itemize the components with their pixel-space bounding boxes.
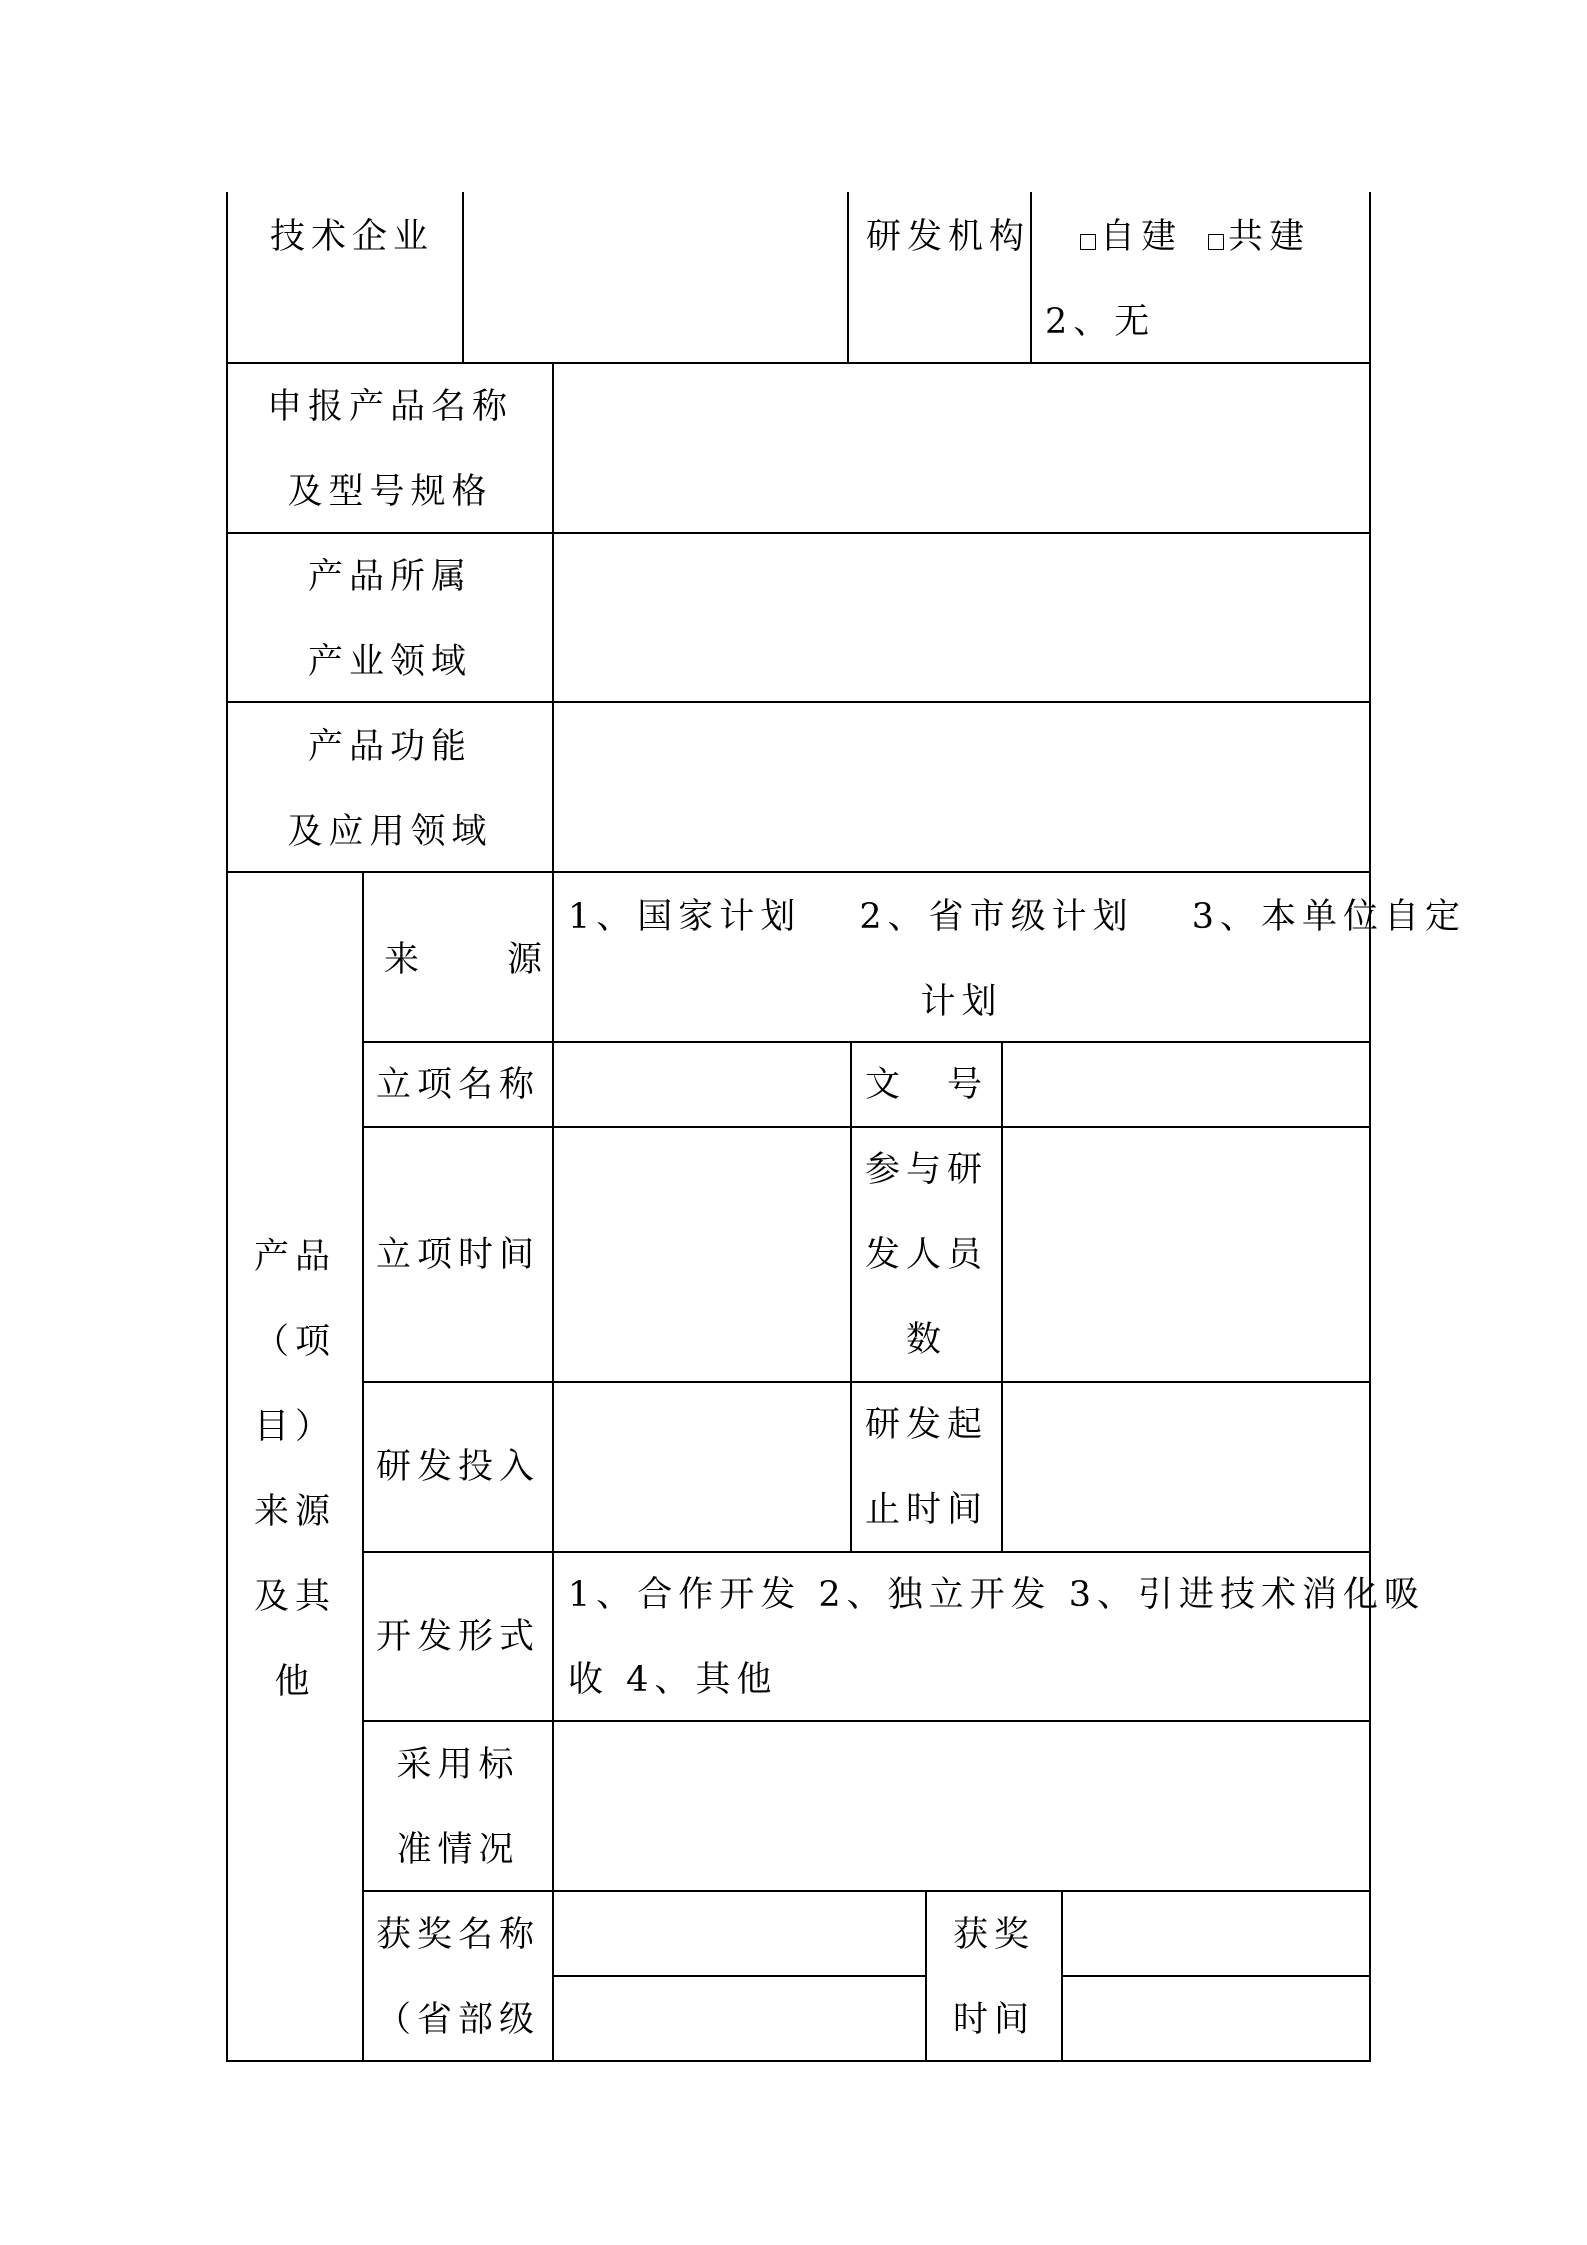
award-name-field-1[interactable] bbox=[554, 1892, 925, 1975]
award-label-2: （省部级 bbox=[375, 2000, 540, 2040]
award-label-1: 获奖名称 bbox=[375, 1915, 540, 1955]
enterprise-label: 技术企业 bbox=[270, 217, 435, 257]
staff-label-1: 参与研 bbox=[864, 1150, 988, 1190]
source-group-label-1: 产品 bbox=[253, 1237, 336, 1277]
enterprise-field[interactable] bbox=[464, 194, 846, 362]
rule bbox=[1030, 192, 1032, 363]
rule bbox=[1369, 192, 1371, 2062]
function-label-1: 产品功能 bbox=[307, 727, 472, 767]
dev-form-options-line2[interactable]: 收 4、其他 bbox=[568, 1660, 778, 1700]
rd-option-joint[interactable] bbox=[1208, 215, 1310, 259]
award-time-field-2[interactable] bbox=[1063, 1977, 1369, 2060]
product-name-label-2: 及型号规格 bbox=[287, 472, 493, 512]
standard-label-1: 采用标 bbox=[396, 1745, 520, 1785]
rd-org-label: 研发机构 bbox=[866, 217, 1031, 257]
doc-no-field[interactable] bbox=[1003, 1043, 1369, 1126]
rule bbox=[226, 871, 1371, 873]
period-label-1: 研发起 bbox=[864, 1405, 988, 1445]
rd-option-none: 2、无 bbox=[1045, 302, 1156, 342]
source-group-label-6: 他 bbox=[274, 1662, 316, 1702]
product-name-label-1: 申报产品名称 bbox=[266, 387, 513, 427]
project-name-field[interactable] bbox=[554, 1043, 850, 1126]
industry-field[interactable] bbox=[554, 534, 1369, 701]
source-group-label-3: 目） bbox=[253, 1407, 336, 1447]
source-options-line1[interactable]: 1、国家计划 2、省市级计划 3、本单位自定 bbox=[568, 897, 1467, 937]
award-time-label-1: 获奖 bbox=[952, 1915, 1035, 1955]
function-field[interactable] bbox=[554, 703, 1369, 871]
project-time-field[interactable] bbox=[554, 1128, 850, 1381]
source-group-label-4: 来源 bbox=[253, 1492, 336, 1532]
checkbox-joint[interactable] bbox=[1208, 234, 1224, 250]
checkbox-self[interactable] bbox=[1080, 234, 1096, 250]
function-label-2: 及应用领域 bbox=[287, 812, 493, 852]
period-label-2: 止时间 bbox=[864, 1490, 988, 1530]
investment-label: 研发投入 bbox=[375, 1447, 540, 1487]
source-options-line2[interactable]: 计划 bbox=[920, 982, 1003, 1022]
standard-label-2: 准情况 bbox=[396, 1830, 520, 1870]
award-time-field-1[interactable] bbox=[1063, 1892, 1369, 1975]
source-group-label-5: 及其 bbox=[253, 1577, 336, 1617]
investment-field[interactable] bbox=[554, 1383, 850, 1551]
award-time-label-2: 时间 bbox=[952, 2000, 1035, 2040]
rule bbox=[850, 1041, 852, 1551]
source-label: 来 源 bbox=[384, 940, 549, 980]
industry-label-2: 产业领域 bbox=[307, 642, 472, 682]
option-self-text: 自建 bbox=[1100, 217, 1183, 257]
dev-form-label: 开发形式 bbox=[375, 1617, 540, 1657]
rule bbox=[847, 192, 849, 363]
award-name-field-2[interactable] bbox=[554, 1977, 925, 2060]
staff-label-2: 发人员 bbox=[864, 1235, 988, 1275]
industry-label-1: 产品所属 bbox=[307, 557, 472, 597]
rd-option-self[interactable] bbox=[1080, 215, 1182, 259]
dev-form-options-line1[interactable]: 1、合作开发 2、独立开发 3、引进技术消化吸 bbox=[568, 1575, 1426, 1615]
project-name-label: 立项名称 bbox=[375, 1065, 540, 1105]
source-group-label-2: （项 bbox=[253, 1322, 336, 1362]
period-field[interactable] bbox=[1003, 1383, 1369, 1551]
rule bbox=[362, 1551, 1371, 1553]
staff-field[interactable] bbox=[1003, 1128, 1369, 1381]
product-name-field[interactable] bbox=[554, 364, 1369, 532]
project-time-label: 立项时间 bbox=[375, 1235, 540, 1275]
staff-label-3: 数 bbox=[905, 1320, 947, 1360]
option-joint-text: 共建 bbox=[1228, 217, 1311, 257]
doc-no-label: 文 号 bbox=[864, 1065, 988, 1105]
rule bbox=[226, 2060, 1371, 2062]
standard-field[interactable] bbox=[554, 1722, 1369, 1890]
